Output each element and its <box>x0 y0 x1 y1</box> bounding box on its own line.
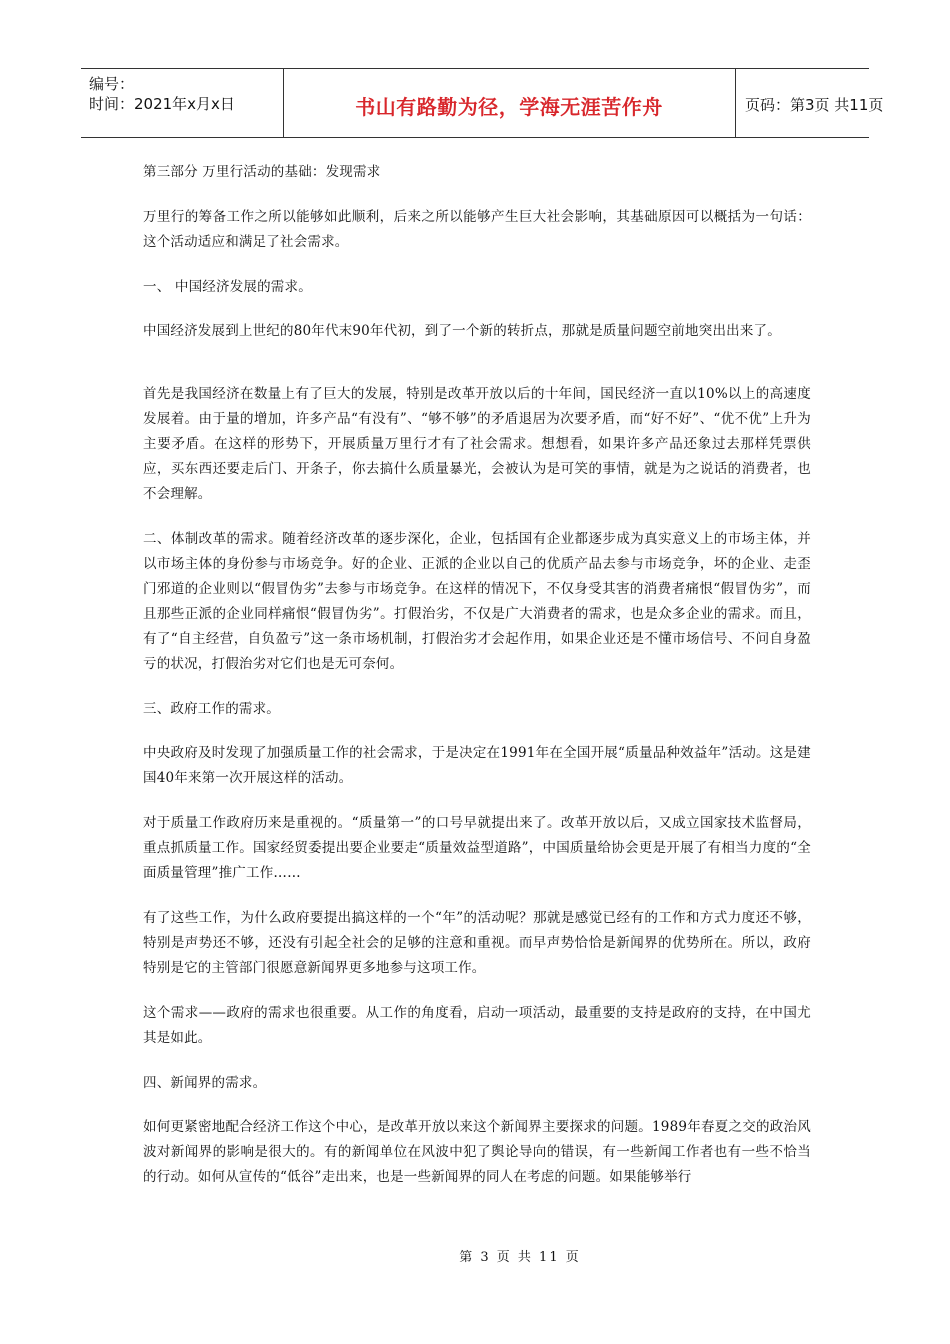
page-footer: 第 3 页 共 11 页 <box>459 1250 581 1265</box>
body-paragraph: 如何更紧密地配合经济工作这个中心，是改革开放以来这个新闻界主要探求的问题。1989年春夏之交的政治风波对新闻界的影响是很大的。有的新闻单位在风波中犯了舆论导向的错误，有一些新闻工作者也有一些不恰当的行动。如何从宣传的“低谷”走出来，也是一些新闻界的同人在考虑的问题。如果能够举行 <box>143 1119 811 1185</box>
header-page-cell <box>735 69 884 137</box>
document-number-label: 编号： <box>89 75 135 93</box>
body-paragraph: 对于质量工作政府历来是重视的。“质量第一”的口号早就提出来了。改革开放以后，又成立国家技术监督局，重点抓质量工作。国家经贸委提出要企业要走“质量效益型道路”，中国质量给协会更是开展了有相当力度的“全面质量管理”推广工作…… <box>143 815 811 881</box>
page-header <box>81 68 884 138</box>
header-motto: 书山有路勤为径，学海无涯苦作舟 <box>355 95 663 119</box>
header-motto-cell <box>283 69 736 137</box>
section-heading: 三、政府工作的需求。 <box>143 701 280 717</box>
body-paragraph: 中央政府及时发现了加强质量工作的社会需求，于是决定在1991年在全国开展“质量品种效益年”活动。这是建国40年来第一次开展这样的活动。 <box>143 745 811 786</box>
body-paragraph: 有了这些工作，为什么政府要提出搞这样的一个“年”的活动呢？那就是感觉已经有的工作和方式力度还不够，特别是声势还不够，还没有引起全社会的足够的注意和重视。而早声势恰恰是新闻界的优势所在。所以，政府特别是它的主管部门很愿意新闻界更多地参与这项工作。 <box>143 910 811 976</box>
body-paragraph: 首先是我国经济在数量上有了巨大的发展，特别是改革开放以后的十年间，国民经济一直以10%以上的高速度发展着。由于量的增加，许多产品“有没有”、“够不够”的矛盾退居为次要矛盾，而“好不好”、“优不优”上升为主要矛盾。在这样的形势下，开展质量万里行才有了社会需求。想想看，如果许多产品还象过去那样凭票供应，买东西还要走后门、开条子，你去搞什么质量暴光，会被认为是可笑的事情，就是为之说话的消费者，也不会理解。 <box>143 386 811 502</box>
body-paragraph: 中国经济发展到上世纪的80年代末90年代初，到了一个新的转折点，那就是质量问题空前地突出出来了。 <box>143 323 781 339</box>
document-date-label: 时间：2021年x月x日 <box>89 95 235 113</box>
body-paragraph: 这个需求——政府的需求也很重要。从工作的角度看，启动一项活动，最重要的支持是政府的支持，在中国尤其是如此。 <box>143 1005 811 1046</box>
body-paragraph: 万里行的筹备工作之所以能够如此顺利，后来之所以能够产生巨大社会影响，其基础原因可以概括为一句话：这个活动适应和满足了社会需求。 <box>143 209 811 250</box>
document-body <box>143 160 811 1190</box>
header-meta-cell <box>81 69 284 137</box>
section-heading: 四、新闻界的需求。 <box>143 1075 267 1091</box>
section-paragraph: 二、体制改革的需求。随着经济改革的逐步深化，企业，包括国有企业都逐步成为真实意义上的市场主体，并以市场主体的身份参与市场竞争。好的企业、正派的企业以自己的优质产品去参与市场竞争，坏的企业、走歪门邪道的企业则以“假冒伪劣”去参与市场竞争。在这样的情况下，不仅身受其害的消费者痛恨“假冒伪劣”，而且那些正派的企业同样痛恨“假冒伪劣”。打假治劣，不仅是广大消费者的需求，也是众多企业的需求。而且，有了“自主经营，自负盈亏”这一条市场机制，打假治劣才会起作用，如果企业还是不懂市场信号、不问自身盈亏的状况，打假治劣对它们也是无可奈何。 <box>143 531 811 672</box>
header-page-info: 页码：第3页 共11页 <box>745 96 884 114</box>
section-heading: 一、 中国经济发展的需求。 <box>143 279 312 295</box>
section-title: 第三部分 万里行活动的基础：发现需求 <box>143 164 381 180</box>
